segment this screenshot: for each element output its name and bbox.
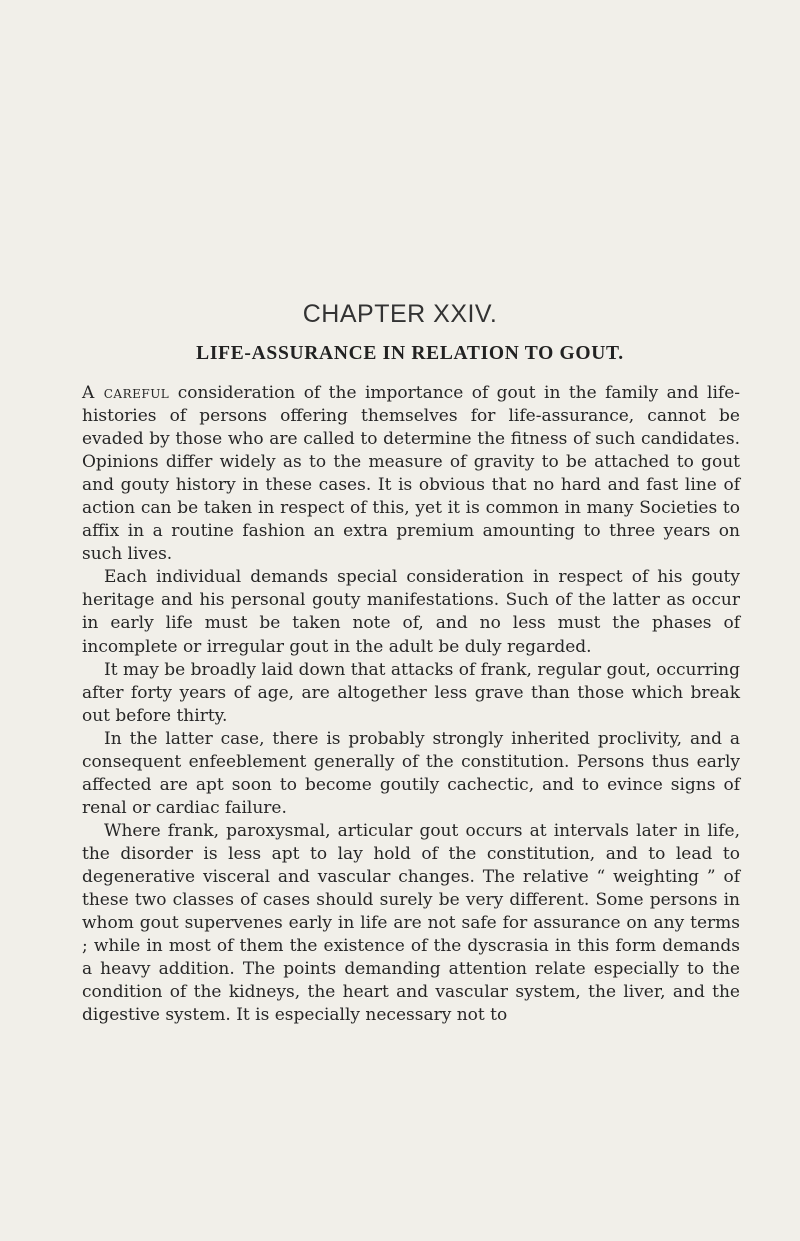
paragraph-3: It may be broadly laid down that attacks of frank, regular gout, occurring after forty years of age, are altogether less grave than those which break out before thirty. xyxy=(82,659,740,726)
paragraph-1 xyxy=(82,382,740,566)
paragraph-5: Where frank, paroxysmal, articular gout occurs at intervals later in life, the disorder is less apt to lay hold of the constitution, and to lead to degenerative visceral and vascular changes. The relative “ weighting ” of these two classes of cases should surely be very different. Some persons in whom gout supervenes early in life are not safe for assurance on any terms ; while in most of them the existence of the dyscrasia in this form demands a heavy addition. The points demanding attention relate especially to the condition of the kidneys, the heart and vascular system, the liver, and the digestive system. It is especially necessary not to xyxy=(82,820,740,1026)
chapter-title: CHAPTER XXIV. xyxy=(302,300,498,328)
paragraph-lead: A careful xyxy=(82,383,170,403)
paragraph-text: consideration of the importance of gout in the family and life-histories of persons offering themselves for life-assurance, cannot be evaded by those who are called to determine the fitness of such candidates. Opinions differ widely as to the measure of gravity to be attached to gout and gouty history in these cases. It is obvious that no hard and fast line of action can be taken in respect of this, yet it is common in many Societies to affix in a routine fashion an extra premium amounting to three years on such lives. xyxy=(82,383,740,565)
paragraph-4: In the latter case, there is probably strongly inherited proclivity, and a consequent enfeeblement generally of the constitution. Persons thus early affected are apt soon to become goutily cachectic, and to evince signs of renal or cardiac failure. xyxy=(82,728,740,818)
section-title: LIFE-ASSURANCE IN RELATION TO GOUT. xyxy=(196,343,624,364)
paragraph-2: Each individual demands special consideration in respect of his gouty heritage and his personal gouty manifestations. Such of the latter as occur in early life must be taken note of, and no less must the phases of incomplete or irregular gout in the adult be duly regarded. xyxy=(82,567,740,657)
body-text xyxy=(82,382,740,1027)
